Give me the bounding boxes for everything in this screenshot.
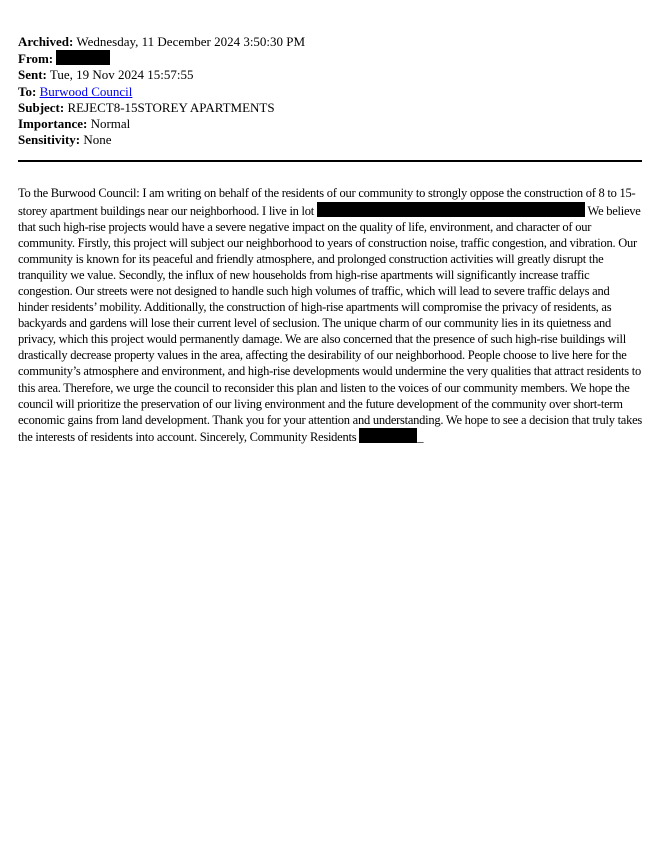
email-printout [18, 34, 642, 445]
sensitivity-value: None [83, 132, 112, 148]
sent-value: Tue, 19 Nov 2024 15:57:55 [49, 67, 194, 83]
subject-value: REJECT8-15STOREY APARTMENTS [67, 99, 275, 115]
archived-row [18, 34, 642, 50]
lot-address-redaction [317, 202, 585, 217]
email-header [18, 34, 642, 148]
signature-redaction [359, 428, 417, 443]
importance-value: Normal [90, 116, 131, 132]
archived-value: Wednesday, 11 December 2024 3:50:30 PM [76, 34, 306, 49]
header-divider [18, 160, 642, 162]
body-text-after-lot: We believe that such high-rise projects would have a severe negative impact on the quality of life, environment, and character of our community. Firstly, this project will subject our neighborhood to years of construction noise, traffic congestion, and vibration. Our community is known for its peaceful and friendly atmosphere, and prolonged construction activities will greatly disrupt the tranquility we value. Secondly, the influx of new households from high-rise apartments will significantly increase traffic congestion. Our streets were not designed to handle such high volumes of traffic, which will lead to severe traffic delays and hinder residents’ mobility. Additionally, the construction of high-rise apartments will compromise the privacy of residents, as backyards and gardens will lose their current level of seclusion. The unique charm of our community lies in its quietness and privacy, which this project would permanently damage. We are also concerned that the presence of such high-rise buildings will drastically decrease property values in the area, affecting the desirability of our neighborhood. People choose to live here for the community’s atmosphere and environment, and high-rise developments would undermine the very qualities that attract residents to this area. Therefore, we urge the council to reconsider this plan and listen to the voices of our community members. We hope the council will prioritize the preservation of our living environment and the future development of the community over short-term economic gains from land development. Thank you for your attention and understanding. We hope to see a decision that truly takes the interests of residents into account. Sincerely, Community Residents [18, 203, 642, 444]
sensitivity-row [18, 132, 642, 148]
sent-label: Sent: [18, 67, 47, 83]
archived-label: Archived: [18, 34, 74, 49]
body-text-before-lot: To the Burwood Council: I am writing on behalf of the residents of our community to strongly oppose the construction of 8 to 15-storey apartment buildings near our neighborhood. I live in lot [18, 186, 636, 218]
from-row [18, 50, 642, 67]
sensitivity-label: Sensitivity: [18, 132, 81, 148]
to-recipient-link[interactable]: Burwood Council [39, 83, 133, 99]
email-body: To the Burwood Council: I am writing on behalf of the residents of our community to strongly oppose the construction of 8 to 15-storey apartment buildings near our neighborhood. I live in lot We believe that such high-rise projects would have a severe negative impact on the quality of life, environment, and character of our community. Firstly, this project will subject our neighborhood to years of construction noise, traffic congestion, and vibration. Our community is known for its peaceful and friendly atmosphere, and prolonged construction activities will greatly disrupt the tranquility we value. Secondly, the influx of new households from high-rise apartments will significantly increase traffic congestion. Our streets were not designed to handle such high volumes of traffic, which will lead to severe traffic delays and hinder residents’ mobility. Additionally, the construction of high-rise apartments will compromise the privacy of residents, as backyards and gardens will lose their current level of seclusion. The unique charm of our community lies in its quietness and privacy, which this project would permanently damage. We are also concerned that the presence of such high-rise buildings will drastically decrease property values in the area, affecting the desirability of our neighborhood. People choose to live here for the community’s atmosphere and environment, and high-rise developments would undermine the very qualities that attract residents to this area. Therefore, we urge the council to reconsider this plan and listen to the voices of our community members. We hope the council will prioritize the preservation of our living environment and the future development of the community over short-term economic gains from land development. Thank you for your attention and understanding. We hope to see a decision that truly takes the interests of residents into account. Sincerely, Community Residents _ [18, 186, 642, 444]
to-label: To: [18, 83, 37, 99]
subject-label: Subject: [18, 99, 65, 115]
from-label: From: [18, 51, 54, 67]
importance-row [18, 116, 642, 132]
to-row [18, 84, 642, 100]
sent-row [18, 67, 642, 83]
importance-label: Importance: [18, 116, 88, 132]
from-redaction [56, 50, 110, 65]
subject-row [18, 100, 642, 116]
